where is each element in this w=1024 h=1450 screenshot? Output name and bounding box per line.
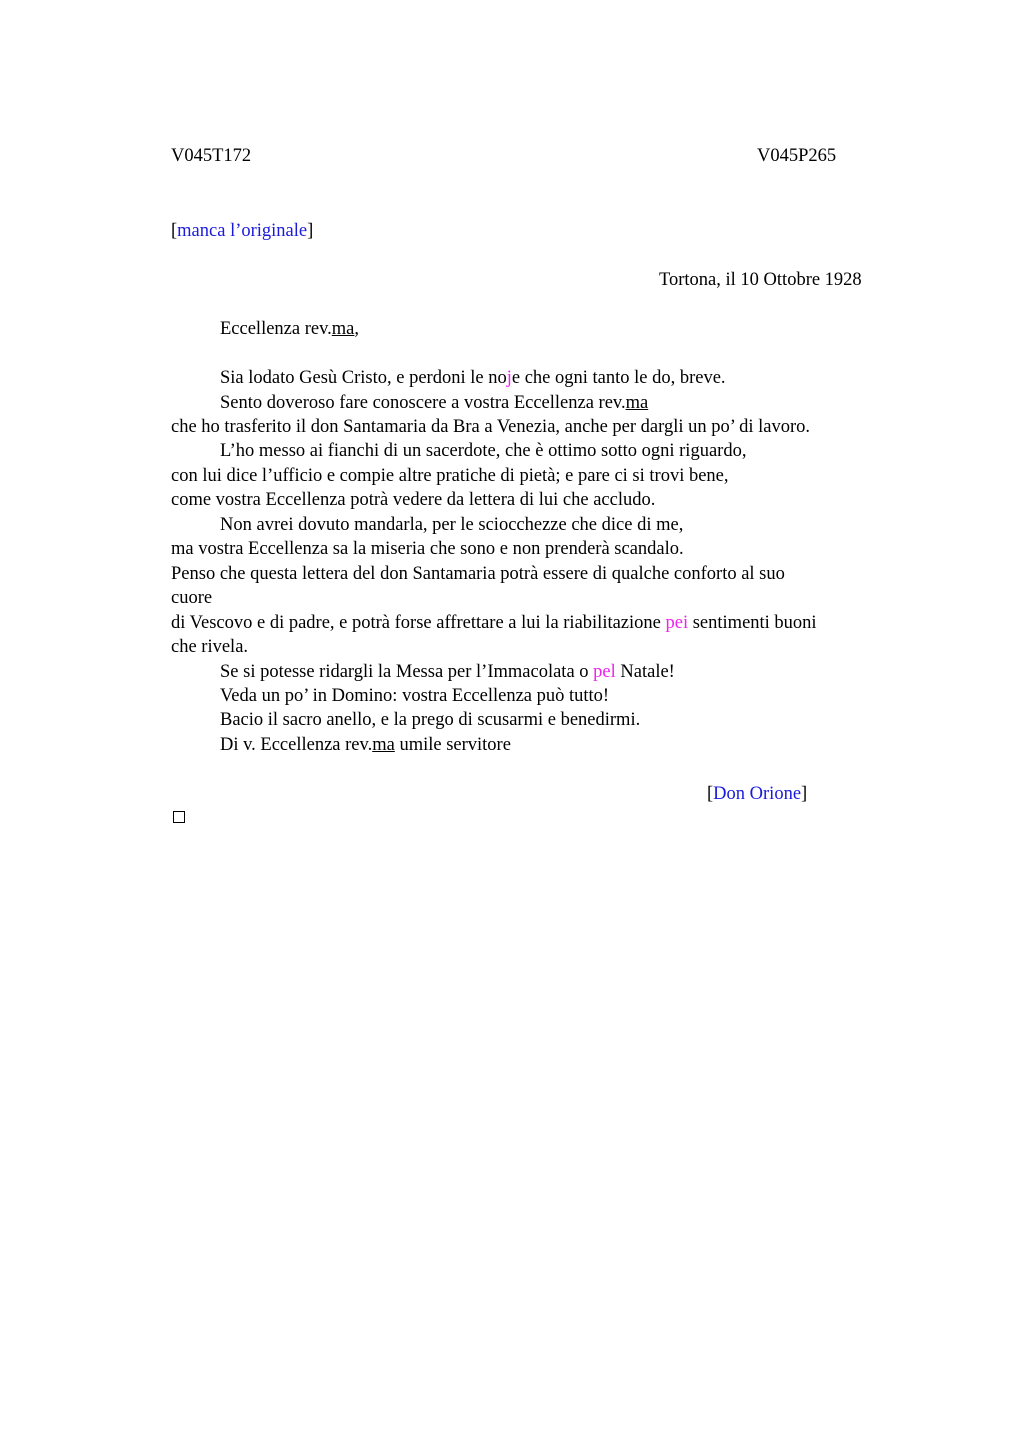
body-text: Natale! — [615, 662, 675, 682]
note-close-bracket: ] — [307, 221, 314, 241]
body-line-11 — [171, 613, 817, 634]
body-line-1 — [220, 368, 726, 389]
body-text: umile servitore — [394, 735, 511, 755]
signature-open-bracket: [ — [707, 784, 714, 804]
body-line-5: con lui dice l’ufficio e compie altre pratiche di pietà; e pare ci si trovi bene, — [171, 466, 729, 486]
body-line-10: cuore — [171, 588, 213, 608]
body-line-7: Non avrei dovuto mandarla, per le sciocchezze che dice di me, — [220, 515, 684, 535]
body-text: Sia lodato Gesù Cristo, e perdoni le no — [220, 368, 507, 388]
body-text: e che ogni tanto le do, breve. — [511, 368, 726, 388]
note-open-bracket: [ — [171, 221, 178, 241]
header-right-code: V045P265 — [757, 146, 837, 166]
body-text: Se si potesse ridargli la Messa per l’Immacolata o — [220, 662, 594, 682]
body-text: di Vescovo e di padre, e potrà forse affrettare a lui la riabilitazione — [171, 613, 666, 633]
body-line-8: ma vostra Eccellenza sa la miseria che sono e non prenderà scandalo. — [171, 539, 684, 559]
signature-name: Don Orione — [713, 784, 802, 804]
body-line-14: Veda un po’ in Domino: vostra Eccellenza può tutto! — [220, 686, 610, 706]
abbr-ma: ma — [372, 735, 395, 755]
variant-word-pei: pei — [665, 613, 689, 633]
body-line-9: Penso che questa lettera del don Santamaria potrà essere di qualche conforto al suo — [171, 564, 785, 584]
letter-date: Tortona, il 10 Ottobre 1928 — [659, 270, 862, 290]
body-text: Di v. Eccellenza rev. — [220, 735, 373, 755]
body-text: sentimenti buoni — [688, 613, 817, 633]
body-line-4: L’ho messo ai fianchi di un sacerdote, che è ottimo sotto ogni riguardo, — [220, 441, 747, 461]
abbr-ma: ma — [625, 393, 649, 413]
signature-close-bracket: ] — [801, 784, 808, 804]
body-line-6: come vostra Eccellenza potrà vedere da lettera di lui che accludo. — [171, 490, 656, 510]
body-line-12: che rivela. — [171, 637, 249, 657]
salutation — [220, 319, 359, 340]
variant-letter: j — [506, 368, 512, 388]
note-text: manca l’originale — [177, 221, 308, 241]
salutation-abbr: ma — [331, 319, 355, 339]
body-line-15: Bacio il sacro anello, e la prego di scusarmi e benedirmi. — [220, 710, 641, 730]
body-line-2 — [220, 393, 648, 414]
body-line-16 — [220, 735, 511, 756]
salutation-prefix: Eccellenza rev. — [220, 319, 332, 339]
signature — [707, 784, 807, 805]
salutation-suffix: , — [354, 319, 360, 339]
body-line-13 — [220, 662, 675, 683]
header-left-code: V045T172 — [171, 146, 252, 166]
editorial-note — [171, 221, 313, 242]
body-line-3: che ho trasferito il don Santamaria da Bra a Venezia, anche per dargli un po’ di lavoro. — [171, 417, 811, 437]
body-text: Sento doveroso fare conoscere a vostra Eccellenza rev. — [220, 393, 626, 413]
variant-word-pel: pel — [593, 662, 616, 682]
end-square-icon — [173, 811, 185, 823]
